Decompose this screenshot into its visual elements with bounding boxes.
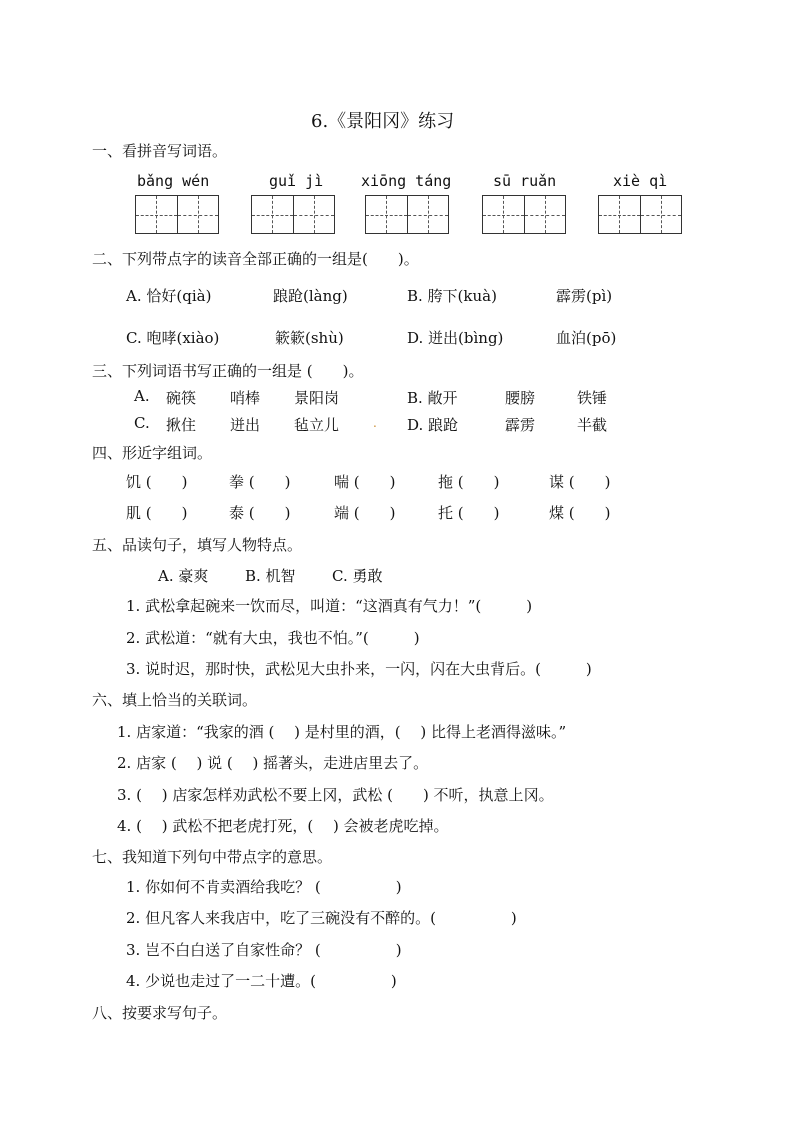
writing-grid[interactable] [135,195,219,234]
question-item: 1. 你如何不肯卖酒给我吃？ ( ) [126,878,402,896]
question-item: 2. 武松道：“就有大虫，我也不怕。”( ) [126,629,420,647]
option-text: 血泊(pō) [556,329,617,347]
word: 景阳岗 [294,389,340,407]
word: 碗筷 [166,389,197,407]
pinyin-label: xiè qì [613,172,668,190]
question-item: 3. 岂不白白送了自家性命？ ( ) [126,941,402,959]
question-item: 1. 武松拿起碗来一饮而尽，叫道：“这酒真有气力！”( ) [126,597,533,615]
char-blank: 肌 ( ) [126,504,188,522]
word: 哨棒 [230,389,261,407]
option-text: 踉跄(làng) [273,287,348,305]
pinyin-label: bǎng wén [137,172,210,190]
option-text: B. 胯下(kuà) [407,287,497,305]
section-6-heading: 六、填上恰当的关联词。 [92,691,258,709]
section-3-heading: 三、下列词语书写正确的一组是 ( )。 [92,362,364,380]
question-item: 1. 店家道：“我家的酒 ( ) 是村里的酒，( ) 比得上老酒得滋味。” [117,723,567,741]
question-item: 4. 少说也走过了一二十遭。( ) [126,972,397,990]
word: 迸出 [230,416,261,434]
pinyin-label: guǐ jì [269,172,324,190]
question-item: 4. ( ) 武松不把老虎打死，( ) 会被老虎吃掉。 [117,817,449,835]
trait-option: C. 勇敢 [332,567,383,585]
writing-grid[interactable] [482,195,566,234]
pinyin-label: xiōng táng [361,172,452,190]
section-7-heading: 七、我知道下列句中带点字的意思。 [92,848,333,866]
word: 腰膀 [505,389,536,407]
char-blank: 托 ( ) [438,504,500,522]
question-item: 2. 店家 ( ) 说 ( ) 摇著头，走进店里去了。 [117,754,429,772]
word: 半截 [577,416,608,434]
char-blank: 喘 ( ) [334,473,396,491]
option-text: D. 迸出(bìng) [407,329,504,347]
char-blank: 煤 ( ) [549,504,611,522]
option-letter: A. [134,387,150,405]
word: D. 踉跄 [407,416,459,434]
section-2-heading: 二、下列带点字的读音全部正确的一组是( )。 [92,250,419,268]
section-4-heading: 四、形近字组词。 [92,444,213,462]
char-blank: 端 ( ) [334,504,396,522]
question-item: 3. ( ) 店家怎样劝武松不要上冈，武松 ( ) 不听，执意上冈。 [117,786,554,804]
char-blank: 饥 ( ) [126,473,188,491]
writing-grid[interactable] [251,195,335,234]
writing-grid[interactable] [365,195,449,234]
word: 铁锤 [577,389,608,407]
char-blank: 拳 ( ) [229,473,291,491]
writing-grid[interactable] [598,195,682,234]
stray-dot: . [373,416,377,430]
trait-option: B. 机智 [245,567,296,585]
char-blank: 拖 ( ) [438,473,500,491]
option-text: 簌簌(shù) [275,329,344,347]
word: B. 敞开 [407,389,458,407]
char-blank: 泰 ( ) [229,504,291,522]
char-blank: 谋 ( ) [549,473,611,491]
word: 毡立儿 [294,416,340,434]
question-item: 3. 说时迟，那时快，武松见大虫扑来，一闪，闪在大虫背后。( ) [126,660,592,678]
option-text: A. 恰好(qià) [126,287,212,305]
trait-option: A. 豪爽 [158,567,209,585]
section-8-heading: 八、按要求写句子。 [92,1004,228,1022]
option-letter: C. [134,414,150,432]
option-text: C. 咆哮(xiào) [126,329,220,347]
pinyin-label: sū ruǎn [493,172,557,190]
question-item: 2. 但凡客人来我店中，吃了三碗没有不醉的。( ) [126,909,517,927]
section-5-heading: 五、品读句子，填写人物特点。 [92,536,303,554]
word: 霹雳 [505,416,536,434]
section-1-heading: 一、看拼音写词语。 [92,142,228,160]
word: 揪住 [166,416,197,434]
option-text: 霹雳(pì) [556,287,613,305]
page-title: 6.《景阳冈》练习 [311,111,455,132]
